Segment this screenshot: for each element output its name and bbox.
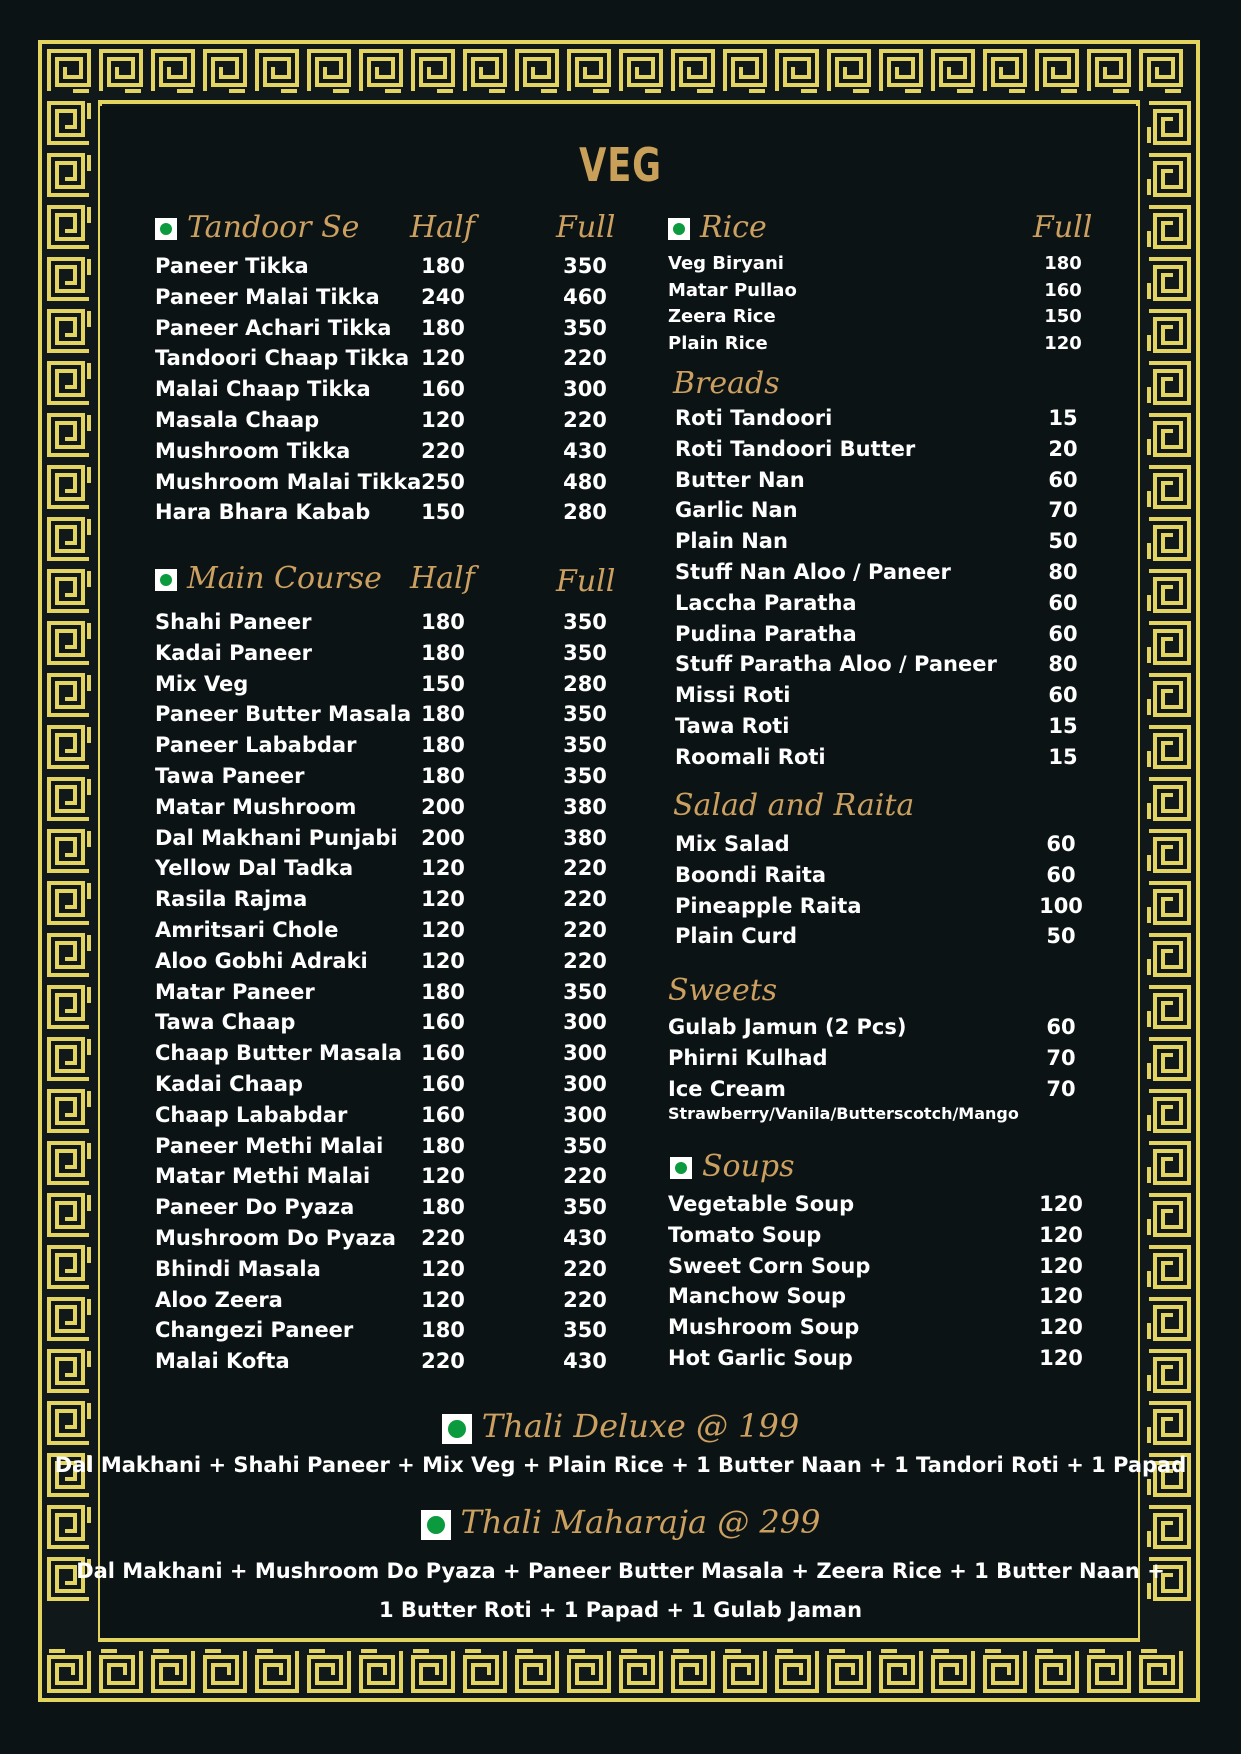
section-heading-rice: Rice [668, 210, 767, 246]
item-name: Phirni Kulhad [668, 1045, 828, 1070]
item-price-full: 220 [563, 918, 607, 942]
item-price-price: 60 [1048, 621, 1078, 646]
item-name: Mushroom Tikka [155, 438, 351, 463]
item-name: Kadai Chaap [155, 1072, 303, 1096]
item-price-half: 120 [421, 918, 465, 942]
item-price-half: 180 [421, 1318, 465, 1343]
item-price-price: 120 [1039, 1253, 1083, 1278]
item-price-full: 280 [563, 671, 607, 696]
item-price-half: 180 [421, 979, 465, 1004]
item-price-half: 180 [421, 1195, 465, 1220]
item-price-full: 380 [563, 794, 607, 819]
item-price-full: 220 [563, 1287, 607, 1312]
item-name: Gulab Jamun (2 Pcs) [668, 1015, 907, 1039]
item-name: Hot Garlic Soup [668, 1346, 853, 1370]
item-price-full: 300 [563, 1010, 607, 1035]
item-price-price: 120 [1039, 1222, 1083, 1247]
item-price-full: 280 [563, 500, 607, 525]
item-name: Matar Paneer [155, 979, 315, 1004]
item-price-full: 220 [563, 1256, 607, 1281]
item-name: Kadai Paneer [155, 640, 312, 665]
veg-symbol-icon [421, 1510, 451, 1540]
item-price-half: 150 [421, 500, 465, 525]
item-price-full: 350 [563, 1133, 607, 1158]
item-name: Amritsari Chole [155, 918, 339, 942]
item-name: Mix Salad [675, 832, 790, 856]
item-name: Tomato Soup [668, 1222, 822, 1247]
item-price-full: 350 [563, 1195, 607, 1220]
item-price-full: 220 [563, 887, 607, 912]
item-name: Vegetable Soup [668, 1192, 855, 1216]
item-name: Pudina Paratha [675, 621, 857, 646]
thali-maharaja-heading: Thali Maharaja @ 299 [0, 1503, 1241, 1541]
column-full-label: Full [556, 564, 616, 599]
item-price-price: 60 [1048, 683, 1078, 708]
item-name: Tawa Roti [675, 714, 790, 738]
item-price-full: 220 [563, 856, 607, 881]
item-price-half: 180 [421, 1133, 465, 1158]
item-name: Paneer Methi Malai [155, 1133, 384, 1158]
item-name: Laccha Paratha [675, 590, 857, 615]
thali-maharaja-description-line2: 1 Butter Roti + 1 Papad + 1 Gulab Jaman [378, 1598, 863, 1622]
item-price-full: 350 [563, 315, 607, 340]
section-heading-breads: Breads [673, 366, 780, 401]
item-price-half: 180 [421, 702, 465, 727]
item-price-full: 180 [1044, 253, 1082, 274]
section-heading-sweets: Sweets [668, 973, 778, 1008]
item-name: Matar Pullao [668, 279, 797, 301]
item-price-full: 350 [563, 254, 607, 278]
item-price-price: 15 [1048, 714, 1078, 738]
item-price-full: 350 [563, 640, 607, 665]
item-name: Paneer Tikka [155, 254, 309, 278]
item-name: Mushroom Malai Tikka [155, 469, 422, 494]
item-name: Mix Veg [155, 671, 249, 696]
section-heading-soups: Soups [670, 1149, 795, 1185]
item-price-full: 430 [563, 1226, 607, 1250]
item-name: Missi Roti [675, 683, 791, 708]
item-name: Mushroom Do Pyaza [155, 1226, 396, 1250]
item-name: Malai Kofta [155, 1349, 290, 1374]
item-price-half: 150 [421, 671, 465, 696]
item-name: Aloo Gobhi Adraki [155, 948, 368, 973]
item-price-price: 60 [1048, 590, 1078, 615]
item-price-price: 60 [1048, 467, 1078, 492]
item-price-half: 120 [421, 1164, 465, 1189]
section-heading-tandoor: Tandoor Se [155, 210, 359, 246]
item-price-half: 200 [421, 794, 465, 819]
item-price-half: 160 [421, 1102, 465, 1127]
item-name: Garlic Nan [675, 498, 798, 523]
column-full-label: Full [556, 210, 616, 245]
item-name: Boondi Raita [675, 862, 827, 887]
item-name: Tandoori Chaap Tikka [155, 346, 410, 371]
item-price-full: 350 [563, 1318, 607, 1343]
item-price-full: 160 [1044, 279, 1082, 301]
item-price-full: 480 [563, 469, 607, 494]
item-name: Rasila Rajma [155, 887, 308, 912]
item-price-half: 220 [421, 438, 465, 463]
item-price-price: 20 [1048, 436, 1078, 461]
item-price-full: 350 [563, 733, 607, 758]
item-price-full: 380 [563, 825, 607, 850]
item-name: Roti Tandoori Butter [675, 436, 916, 461]
item-name: Plain Rice [668, 332, 768, 354]
item-name: Ice Cream [668, 1076, 786, 1101]
item-price-price: 120 [1039, 1315, 1083, 1340]
column-full-label: Full [1033, 210, 1093, 245]
item-price-price: 100 [1039, 893, 1083, 918]
item-name: Aloo Zeera [155, 1287, 283, 1312]
item-name: Stuff Paratha Aloo / Paneer [675, 652, 997, 677]
item-price-price: 120 [1039, 1192, 1083, 1216]
veg-symbol-icon [155, 218, 177, 240]
item-price-price: 120 [1039, 1284, 1083, 1309]
item-price-full: 220 [563, 1164, 607, 1189]
item-price-full: 430 [563, 1349, 607, 1374]
item-price-full: 220 [563, 948, 607, 973]
item-price-full: 300 [563, 1072, 607, 1096]
item-price-full: 350 [563, 610, 607, 634]
item-price-price: 60 [1046, 862, 1076, 887]
item-name: Plain Nan [675, 529, 788, 554]
item-name: Roomali Roti [675, 744, 826, 769]
thali-maharaja-description-line1: Dal Makhani + Mushroom Do Pyaza + Paneer Butter Masala + Zeera Rice + 1 Butter Naan + [76, 1559, 1165, 1583]
item-price-full: 350 [563, 702, 607, 727]
item-price-full: 300 [563, 377, 607, 402]
item-price-full: 220 [563, 408, 607, 432]
item-name: Tawa Chaap [155, 1010, 296, 1035]
item-price-half: 220 [421, 1226, 465, 1250]
item-name: Yellow Dal Tadka [155, 856, 354, 881]
item-price-half: 250 [421, 469, 465, 494]
item-price-half: 120 [421, 856, 465, 881]
item-name: Paneer Do Pyaza [155, 1195, 355, 1220]
item-name: Paneer Malai Tikka [155, 284, 380, 309]
item-price-half: 180 [421, 764, 465, 788]
item-price-half: 240 [421, 284, 465, 309]
item-name: Pineapple Raita [675, 893, 862, 918]
item-price-price: 15 [1048, 744, 1078, 769]
item-name: Dal Makhani Punjabi [155, 825, 398, 850]
item-price-price: 70 [1046, 1045, 1076, 1070]
item-name: Matar Methi Malai [155, 1164, 371, 1189]
item-price-half: 180 [421, 640, 465, 665]
item-price-price: 15 [1048, 406, 1078, 430]
item-price-price: 70 [1046, 1076, 1076, 1101]
item-price-half: 120 [421, 1256, 465, 1281]
item-name: Hara Bhara Kabab [155, 500, 371, 525]
item-price-half: 180 [421, 733, 465, 758]
item-name: Stuff Nan Aloo / Paneer [675, 560, 951, 584]
item-price-price: 50 [1048, 529, 1078, 554]
item-name: Tawa Paneer [155, 764, 305, 788]
item-price-half: 160 [421, 1072, 465, 1096]
item-name: Masala Chaap [155, 408, 320, 432]
item-price-half: 180 [421, 610, 465, 634]
ice-cream-flavours-note: Strawberry/Vanila/Butterscotch/Mango [668, 1104, 1019, 1123]
thali-deluxe-heading: Thali Deluxe @ 199 [0, 1407, 1241, 1445]
item-price-half: 120 [421, 408, 465, 432]
item-name: Matar Mushroom [155, 794, 357, 819]
item-price-full: 350 [563, 764, 607, 788]
item-price-half: 160 [421, 1010, 465, 1035]
item-price-half: 160 [421, 1041, 465, 1066]
section-heading-salad: Salad and Raita [673, 788, 915, 823]
item-price-price: 70 [1048, 498, 1078, 523]
item-price-full: 300 [563, 1041, 607, 1066]
item-price-half: 200 [421, 825, 465, 850]
item-price-half: 120 [421, 887, 465, 912]
item-price-full: 220 [563, 346, 607, 371]
item-price-full: 350 [563, 979, 607, 1004]
item-name: Plain Curd [675, 924, 797, 949]
item-name: Paneer Butter Masala [155, 702, 412, 727]
item-price-half: 120 [421, 346, 465, 371]
veg-symbol-icon [670, 1157, 692, 1179]
thali-deluxe-description: Dal Makhani + Shahi Paneer + Mix Veg + Plain Rice + 1 Butter Naan + 1 Tandori Roti + 1 Papad [54, 1453, 1187, 1477]
item-price-half: 120 [421, 1287, 465, 1312]
item-price-half: 180 [421, 254, 465, 278]
item-name: Shahi Paneer [155, 610, 312, 634]
item-price-full: 460 [563, 284, 607, 309]
item-name: Malai Chaap Tikka [155, 377, 371, 402]
veg-symbol-icon [668, 218, 690, 240]
item-price-full: 430 [563, 438, 607, 463]
item-name: Butter Nan [675, 467, 805, 492]
item-name: Chaap Lababdar [155, 1102, 348, 1127]
item-price-half: 180 [421, 315, 465, 340]
item-name: Changezi Paneer [155, 1318, 354, 1343]
item-price-full: 150 [1044, 306, 1082, 327]
item-price-price: 60 [1046, 1015, 1076, 1039]
item-name: Sweet Corn Soup [668, 1253, 871, 1278]
item-price-price: 60 [1046, 832, 1076, 856]
item-name: Bhindi Masala [155, 1256, 321, 1281]
item-name: Chaap Butter Masala [155, 1041, 403, 1066]
item-price-price: 80 [1048, 560, 1078, 584]
item-name: Roti Tandoori [675, 406, 833, 430]
item-price-half: 220 [421, 1349, 465, 1374]
item-price-full: 120 [1044, 332, 1082, 354]
section-heading-main-course: Main Course [155, 561, 382, 597]
item-price-price: 50 [1046, 924, 1076, 949]
item-name: Mushroom Soup [668, 1315, 860, 1340]
item-price-half: 120 [421, 948, 465, 973]
item-price-full: 300 [563, 1102, 607, 1127]
item-price-half: 160 [421, 377, 465, 402]
veg-symbol-icon [442, 1414, 472, 1444]
item-name: Manchow Soup [668, 1284, 847, 1309]
page-title: VEG [579, 138, 662, 192]
item-name: Zeera Rice [668, 306, 776, 327]
column-half-label: Half [410, 561, 475, 596]
column-half-label: Half [410, 210, 475, 245]
item-name: Paneer Lababdar [155, 733, 357, 758]
item-name: Veg Biryani [668, 253, 784, 274]
item-price-price: 80 [1048, 652, 1078, 677]
veg-symbol-icon [155, 569, 177, 591]
item-price-price: 120 [1039, 1346, 1083, 1370]
item-name: Paneer Achari Tikka [155, 315, 392, 340]
